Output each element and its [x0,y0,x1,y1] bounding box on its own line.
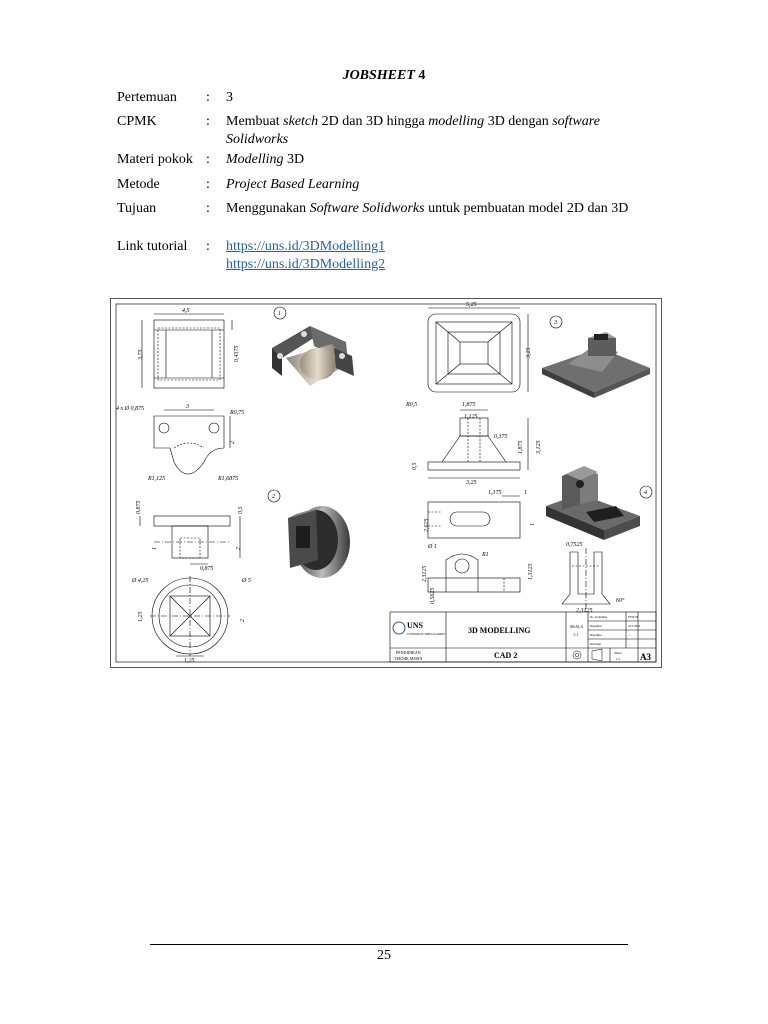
dept-line-2: TEKNIK MESIN [394,656,423,661]
label-pertemuan: Pertemuan [117,90,177,105]
footer-divider [150,944,628,945]
dim-label: 1,375 [488,490,502,496]
colon: : [206,239,210,254]
field-label: Diperiksa [590,633,602,637]
tutorial-link-2[interactable]: https://uns.id/3DModelling2 [226,257,386,272]
dim-label: 0,375 [494,434,508,440]
field-label: No. Dokumen [590,615,607,619]
dim-label: R1,6875 [218,476,239,482]
colon: : [206,152,210,167]
technical-drawing [110,298,662,668]
part-marker-label: 2 [272,494,275,500]
dim-label: 2 [230,441,236,444]
label-link: Link tutorial [117,239,188,254]
colon: : [206,177,210,192]
dim-label: 0,7525 [566,542,583,548]
value-metode: Project Based Learning [226,177,360,192]
title-italic: JOBSHEET [342,68,415,83]
dim-label: 0,5625 [430,587,436,604]
dim-label: 2 [240,619,246,622]
skala-label: SKALA [570,624,584,629]
sheet-value: 1/1 [616,657,621,661]
label-tujuan: Tujuan [117,201,157,216]
label-metode: Metode [117,177,160,192]
field-value: ... [628,633,631,637]
dim-label: 4 x Ø 0,875 [116,406,144,412]
dim-label: 2,3125 [422,565,428,582]
dim-label: 3,75 [138,349,144,360]
dim-label: Ø 4,25 [132,578,149,584]
dim-label: R1 [482,552,489,558]
dim-label: 3,125 [536,440,542,454]
label-materi: Materi pokok [117,152,193,167]
dim-label: Ø 1 [428,544,437,550]
dim-label: 1,875 [462,402,476,408]
dim-label: 1,25 [138,611,144,622]
dim-label: 0,5 [238,506,244,514]
dept-line-1: PENDIDIKAN [396,650,421,655]
dim-label: 2 [236,547,242,550]
part-marker-label: 4 [644,490,647,496]
dim-label: 1,25 [184,658,195,664]
sheet-label: Sheet [614,651,622,655]
dim-label: R0,75 [230,410,245,416]
dim-label: 1,125 [464,414,478,420]
dim-label: 1 [530,523,536,526]
field-value: PTM.78 [628,615,638,619]
tutorial-link-1[interactable]: https://uns.id/3DModelling1 [226,239,386,254]
label-cpmk: CPMK [117,114,157,129]
dim-label: 3 [186,404,189,410]
colon: : [206,90,210,105]
field-value: ... [628,642,631,646]
dim-label: 1 [152,547,158,550]
dim-label: R1,125 [148,476,166,482]
dim-label: 0,875 [200,566,214,572]
page-number: 25 [377,948,391,963]
dim-label: 2,625 [424,518,430,532]
course-name: CAD 2 [494,651,518,660]
dim-label: R0,5 [406,402,418,408]
field-label: Digambar [590,624,602,628]
value-materi: Modelling 3D [226,152,305,167]
dim-label: Ø 5 [242,578,251,584]
value-links [226,238,651,274]
dim-label: 0,875 [136,500,142,514]
jobsheet-title [0,68,768,84]
drawing-title: 3D MODELLING [468,626,531,635]
dim-label: 1 [524,490,527,496]
title-number: 4 [418,68,426,83]
dim-label: 4,5 [182,308,190,314]
dim-label: 1,3125 [528,563,534,580]
colon: : [206,201,210,216]
logo-subtext: UNIVERSITAS SEBELAS MARET [407,633,446,636]
dim-label: 1,875 [518,440,524,454]
field-value: 22/1/2023 [628,624,641,628]
field-label: Disetujui [590,642,601,646]
value-cpmk: Membuat sketch 2D dan 3D hingga modelling 3D dengan software Solidworks [226,114,600,147]
part-marker-label: 1 [278,311,281,317]
dim-label: 3,25 [466,480,477,486]
dim-label: 0,5 [412,462,418,470]
colon: : [206,114,210,129]
dim-label: 60° [616,598,625,604]
dim-label: 3,25 [526,347,532,358]
dim-label: 5,25 [466,302,477,308]
dim-label: 2,3125 [576,608,593,614]
value-pertemuan: 3 [226,90,233,105]
logo-text: UNS [407,621,424,630]
value-tujuan: Menggunakan Software Solidworks untuk pembuatan model 2D dan 3D [226,201,629,216]
skala-value: 1:1 [573,632,579,637]
dim-label: 0,4375 [234,345,240,362]
part-marker-label: 3 [554,320,557,326]
paper-size: A3 [640,652,651,662]
